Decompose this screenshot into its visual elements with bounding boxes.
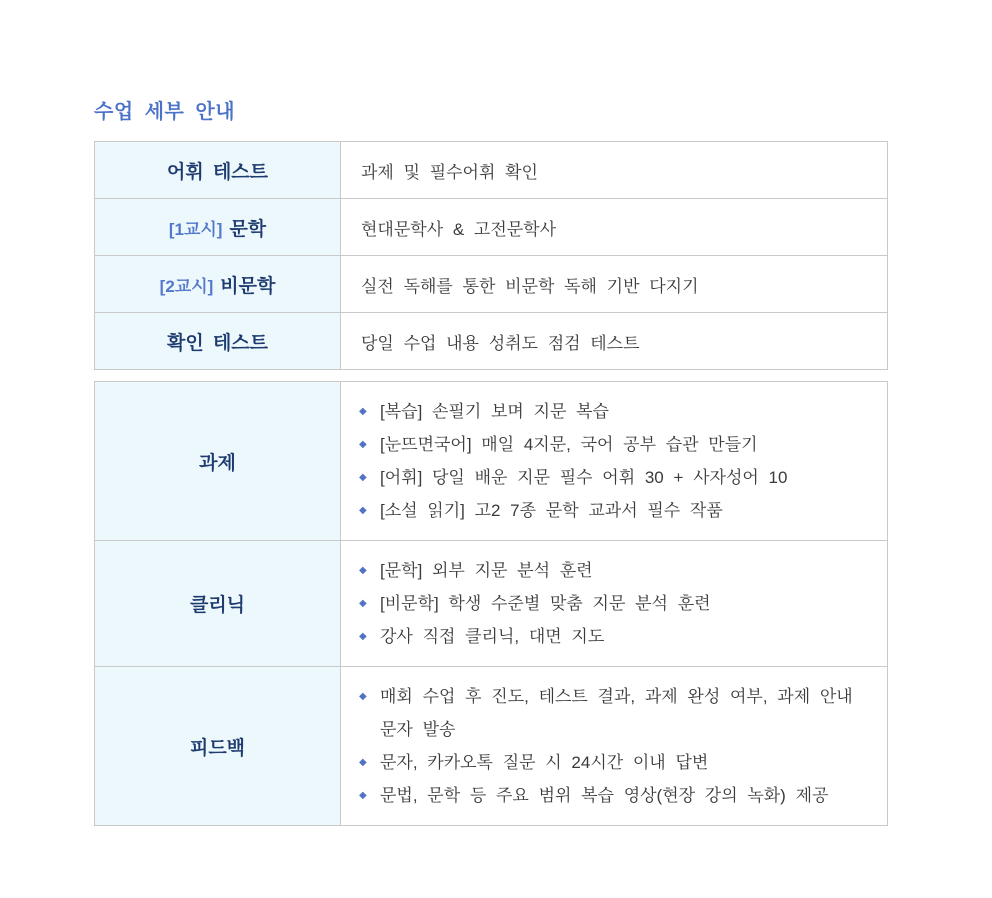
list-item bbox=[359, 461, 875, 494]
diamond-bullet-icon: ◆ bbox=[359, 406, 367, 417]
list-item bbox=[359, 395, 875, 428]
list-item-text: 강사 직접 클리닉, 대면 지도 bbox=[380, 627, 605, 646]
diamond-bullet-icon: ◆ bbox=[359, 598, 367, 609]
row-description: 실전 독해를 통한 비문학 독해 기반 다지기 bbox=[341, 256, 888, 313]
diamond-bullet-icon: ◆ bbox=[359, 691, 367, 702]
row-description bbox=[341, 667, 888, 826]
row-label-text: 비문학 bbox=[220, 275, 276, 297]
table-row bbox=[95, 667, 888, 826]
list-item bbox=[359, 680, 875, 746]
row-label-period2-nonliterature bbox=[95, 256, 341, 313]
list-item bbox=[359, 779, 875, 812]
row-description bbox=[341, 541, 888, 667]
list-item-text: [어휘] 당일 배운 지문 필수 어휘 30 + 사자성어 10 bbox=[380, 468, 788, 487]
table-row bbox=[95, 541, 888, 667]
diamond-bullet-icon: ◆ bbox=[359, 439, 367, 450]
row-label-vocab-test bbox=[95, 142, 341, 199]
row-description bbox=[341, 382, 888, 541]
class-detail-table bbox=[94, 381, 888, 826]
list-item-text: 매회 수업 후 진도, 테스트 결과, 과제 완성 여부, 과제 안내 문자 발송 bbox=[380, 687, 853, 739]
diamond-bullet-icon: ◆ bbox=[359, 472, 367, 483]
list-item bbox=[359, 620, 875, 653]
row-label-text: 어휘 테스트 bbox=[166, 161, 269, 183]
diamond-bullet-icon: ◆ bbox=[359, 505, 367, 516]
list-item-text: 문자, 카카오톡 질문 시 24시간 이내 답변 bbox=[380, 753, 709, 772]
list-item-text: 문법, 문학 등 주요 범위 복습 영상(현장 강의 녹화) 제공 bbox=[380, 786, 829, 805]
row-description: 과제 및 필수어휘 확인 bbox=[341, 142, 888, 199]
row-label-text: 문학 bbox=[229, 218, 267, 240]
row-label-prefix: [1교시] bbox=[168, 219, 223, 239]
row-label-period1-literature bbox=[95, 199, 341, 256]
row-label-feedback: 피드백 bbox=[95, 667, 341, 826]
diamond-bullet-icon: ◆ bbox=[359, 631, 367, 642]
list-item bbox=[359, 494, 875, 527]
row-description: 현대문학사 & 고전문학사 bbox=[341, 199, 888, 256]
list-item bbox=[359, 554, 875, 587]
page-title: 수업 세부 안내 bbox=[94, 101, 236, 123]
row-label-clinic: 클리닉 bbox=[95, 541, 341, 667]
row-description: 당일 수업 내용 성취도 점검 테스트 bbox=[341, 313, 888, 370]
list-item-text: [눈뜨면국어] 매일 4지문, 국어 공부 습관 만들기 bbox=[380, 435, 758, 454]
row-label-prefix: [2교시] bbox=[159, 276, 214, 296]
row-label-text: 확인 테스트 bbox=[166, 332, 269, 354]
list-item-text: [비문학] 학생 수준별 맞춤 지문 분석 훈련 bbox=[380, 594, 711, 613]
table-row bbox=[95, 199, 888, 256]
list-item bbox=[359, 428, 875, 461]
list-item-text: [복습] 손필기 보며 지문 복습 bbox=[380, 402, 609, 421]
diamond-bullet-icon: ◆ bbox=[359, 757, 367, 768]
table-row bbox=[95, 142, 888, 199]
list-item-text: [문학] 외부 지문 분석 훈련 bbox=[380, 561, 593, 580]
list-item-text: [소설 읽기] 고2 7종 문학 교과서 필수 작품 bbox=[380, 501, 723, 520]
row-label-check-test bbox=[95, 313, 341, 370]
row-label-homework: 과제 bbox=[95, 382, 341, 541]
table-row bbox=[95, 382, 888, 541]
table-row bbox=[95, 313, 888, 370]
class-schedule-table bbox=[94, 141, 888, 370]
list-item bbox=[359, 587, 875, 620]
table-row bbox=[95, 256, 888, 313]
list-item bbox=[359, 746, 875, 779]
diamond-bullet-icon: ◆ bbox=[359, 790, 367, 801]
diamond-bullet-icon: ◆ bbox=[359, 565, 367, 576]
